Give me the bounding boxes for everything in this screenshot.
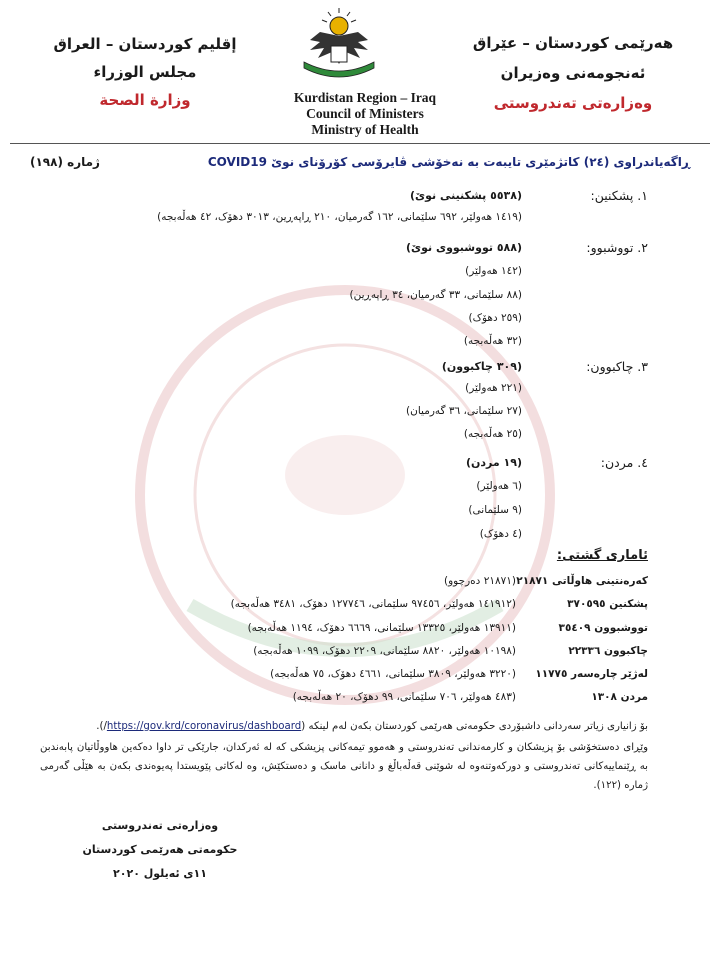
totals-row — [78, 622, 648, 640]
totals-value: (١٤١٩١٢ هەولێر، ٩٧٤٥٦ سلێمانی، ١٢٧٧٤٦ دهۆک، ٣٤٨١ هەڵەبجە) — [230, 598, 516, 610]
header-ku-line3: وەزارەتی تەندروستی — [493, 94, 653, 112]
totals-value: (١٠١٩٨ هەولێر، ٨٨٢٠ سلێمانی، ٢٢٠٩ دهۆک، ١٠٩٩ هەڵەبجە) — [253, 645, 516, 657]
signature-date: ١١ی ئەیلول ٢٠٢٠ — [113, 867, 207, 880]
bulletin-title: ڕاگەیاندراوی (٢٤) کاتژمێری تایبەت بە نەخۆشی ڤایرۆسی کۆرۆنای نوێ COVID19 — [207, 155, 690, 169]
section-infections-label: ٢. تووشبوو: — [586, 240, 648, 255]
header-english — [270, 90, 460, 138]
section-deaths-line: (٤ دهۆک) — [479, 528, 522, 540]
totals-row — [78, 598, 648, 616]
section-tests-label: ١. پشکنین: — [590, 188, 648, 203]
section-deaths-label: ٤. مردن: — [600, 455, 648, 470]
header-arabic — [40, 30, 250, 114]
section-recoveries-head: (٣٠٩ چاکبوون) — [441, 360, 522, 373]
section-infections-line: (٣٢ هەڵەبجە) — [463, 335, 522, 347]
totals-value: (٣٢٢٠ هەولێر، ٣٨٠٩ سلێمانی، ٤٦٦١ دهۆک، ٧٥ هەڵەبجە) — [270, 668, 516, 680]
section-recoveries-line: (٢٧ سلێمانی، ٣٦ گەرمیان) — [406, 405, 522, 417]
totals-value: (٤٨٣ هەولێر، ٧٠٦ سلێمانی، ٩٩ دهۆک، ٢٠ هەڵەبجە) — [292, 691, 516, 703]
signature-line2: حکومەتی هەرێمی کوردستان — [82, 843, 238, 856]
section-infections-line: (٨٨ سلێمانی، ٣٣ گەرمیان، ٣٤ ڕاپەڕین) — [349, 289, 522, 301]
section-recoveries-label: ٣. چاکبوون: — [586, 359, 648, 374]
header-ar-line3: وزارة الصحة — [99, 91, 191, 109]
totals-row — [78, 668, 648, 686]
totals-key: لەژێر چارەسەر ١١٧٧٥ — [535, 668, 648, 680]
totals-key: پشکنین ٣٧٠٥٩٥ — [567, 598, 648, 610]
section-recoveries-line: (٢٢١ هەولێر) — [465, 382, 522, 394]
section-recoveries-line: (٢٥ هەڵەبجە) — [463, 428, 522, 440]
kurdistan-emblem-icon — [300, 6, 378, 82]
section-deaths-head: (١٩ مردن) — [465, 456, 522, 469]
dashboard-note-outro: /). — [96, 721, 107, 732]
header-ar-line1: إقليم كوردستان – العراق — [53, 35, 237, 53]
section-infections-line: (٢٥٩ دهۆک) — [468, 312, 522, 324]
dashboard-note — [40, 717, 648, 736]
totals-row — [78, 575, 648, 593]
header-divider — [10, 143, 710, 144]
header-en-line3: Ministry of Health — [311, 122, 419, 137]
totals-value: (٢١٨٧١ دەرچوو) — [444, 575, 516, 587]
totals-title: ئاماری گشتی: — [556, 548, 648, 563]
totals-key: چاکبوون ٢٢٣٣٦ — [568, 645, 648, 657]
totals-row — [78, 645, 648, 663]
section-infections-line: (١٤٢ هەولێر) — [465, 265, 522, 277]
bulletin-title-row — [30, 155, 690, 175]
header-en-line1: Kurdistan Region – Iraq — [293, 90, 437, 105]
bulletin-number: ژمارە (١٩٨) — [30, 155, 100, 169]
signature-block — [70, 814, 250, 886]
totals-row — [78, 691, 648, 709]
totals-value: (١٣٩١١ هەولێر، ١٣٣٢٥ سلێمانی، ٦٦٦٩ دهۆک، ١١٩٤ هەڵەبجە) — [247, 622, 516, 634]
section-tests-line: (١٤١٩ هەولێر، ٦٩٢ سلێمانی، ١٦٢ گەرمیان، ٢١٠ ڕاپەڕین، ٣٠١٣ دهۆک، ٤٢ هەڵەبجە) — [157, 211, 522, 223]
dashboard-note-intro: بۆ زانیاری زیاتر سەردانی داشبۆردی حکومەتی هەرێمی کوردستان بکەن لەم لینکە ( — [301, 721, 648, 732]
totals-key: مردن ١٣٠٨ — [591, 691, 648, 703]
header-ku-line1: هەرێمی کوردستان – عێراق — [472, 34, 674, 52]
section-deaths-line: (٦ هەولێر) — [476, 480, 522, 492]
totals-key: کەرەنتینی هاوڵاتی ٢١٨٧١ — [516, 575, 648, 587]
totals-key: تووشبوون ٣٥٤٠٩ — [558, 622, 648, 634]
signature-line1: وەزارەتی تەندروستی — [101, 819, 219, 832]
section-tests-head: (٥٥٣٨ پشکنینی نوێ) — [409, 189, 522, 202]
header-en-line2: Council of Ministers — [306, 106, 424, 121]
section-deaths-line: (٩ سلێمانی) — [468, 504, 522, 516]
header-ku-line2: ئەنجومەنی وەزیران — [500, 64, 646, 82]
section-infections-head: (٥٨٨ تووشبووی نوێ) — [406, 241, 522, 254]
header-ar-line2: مجلس الوزراء — [93, 63, 197, 81]
advice-paragraph: وێڕای دەستخۆشی بۆ پزیشکان و کارمەندانی تەندروستی و هەموو تیمەکانی پزیشکی کە لە ئەرکدان، جارێکی تر داوا دەکەین هاووڵاتیان پابەندبن بە ڕێنماییەکانی تەندروستی و دورکەوتنەوە لە شوێنی قەڵەباڵغ و دانانی ماسک و دەستکێش، وە لەکاتی پێویستدا پەیوەندی بکەن بە هێڵی گەرمی ژمارە (١٢٢). — [40, 742, 648, 791]
dashboard-link[interactable]: https://gov.krd/coronavirus/dashboard — [106, 721, 302, 732]
header-kurdish — [468, 28, 678, 118]
